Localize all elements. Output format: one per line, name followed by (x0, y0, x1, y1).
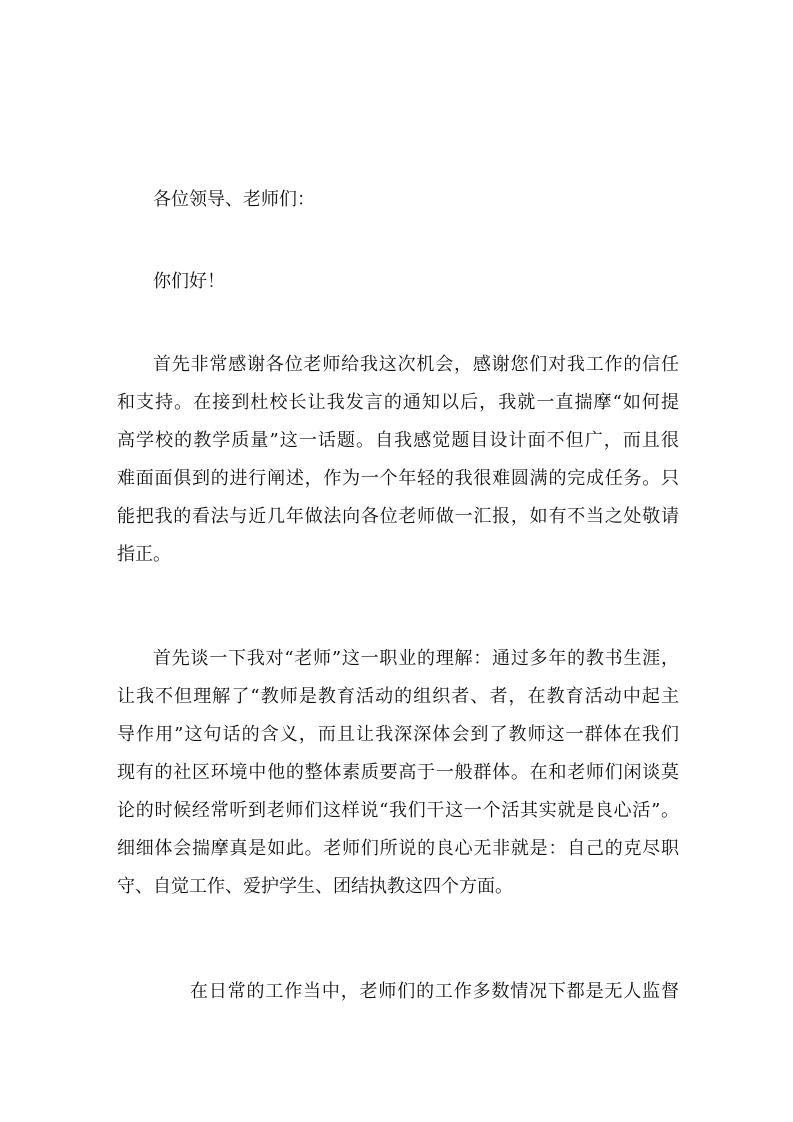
hello: 你们好！ (153, 271, 225, 292)
paragraph-line: 在日常的工作当中，老师们的工作多数情况下都是无人监督 (190, 981, 679, 1002)
paragraph-line: 能把我的看法与近几年做法向各位老师做一汇报，如有不当之处敬请 (117, 506, 679, 527)
paragraph-line: 现有的社区环境中他的整体素质要高于一般群体。在和老师们闲谈莫 (117, 762, 679, 783)
paragraph-line: 导作用”这句话的含义，而且让我深深体会到了教师这一群体在我们 (117, 724, 679, 745)
paragraph-line: 让我不但理解了“教师是教育活动的组织者、者，在教育活动中起主 (117, 686, 679, 707)
paragraph-line: 论的时候经常听到老师们这样说“我们干这一个活其实就是良心活”。 (117, 800, 679, 821)
paragraph-line: 首先非常感谢各位老师给我这次机会，感谢您们对我工作的信任 (153, 354, 679, 375)
paragraph-line: 细细体会揣摩真是如此。老师们所说的良心无非就是：自己的克尽职 (117, 838, 679, 859)
paragraph-line: 难面面俱到的进行阐述，作为一个年轻的我很难圆满的完成任务。只 (117, 468, 679, 489)
paragraph-line: 守、自觉工作、爱护学生、团结执教这四个方面。 (117, 876, 513, 897)
paragraph-line: 指正。 (117, 544, 171, 565)
greeting: 各位领导、老师们： (153, 189, 315, 210)
paragraph-line: 高学校的教学质量”这一话题。自我感觉题目设计面不但广，而且很 (117, 430, 679, 451)
paragraph-line: 首先谈一下我对“老师”这一职业的理解：通过多年的教书生涯， (153, 648, 679, 669)
paragraph-line: 和支持。在接到杜校长让我发言的通知以后，我就一直揣摩“如何提 (117, 392, 679, 413)
